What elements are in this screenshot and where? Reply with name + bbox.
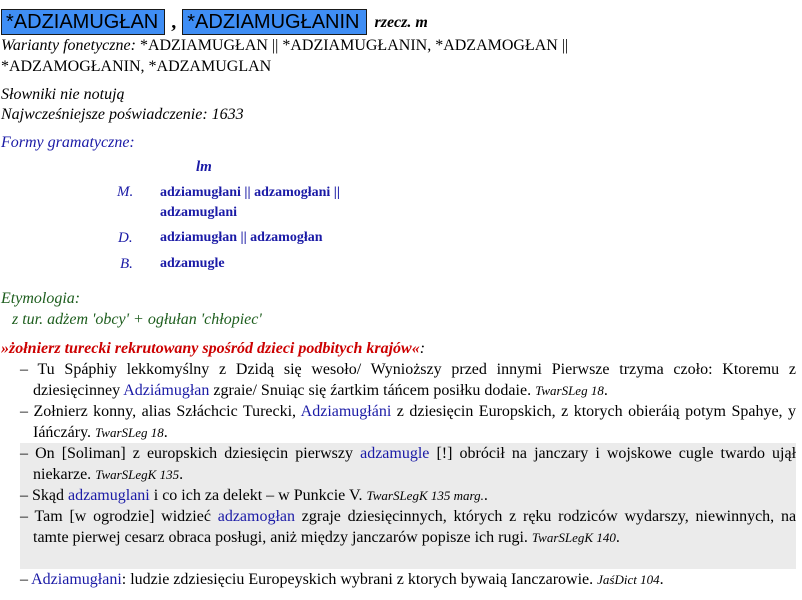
citation: – Skąd adzamuglani i co ich za delekt – w Punkcie V. TwarSLegK 135 marg.. — [20, 485, 796, 506]
citation-source: TwarSLegK 140 — [531, 530, 616, 545]
variants-line-1 — [1, 35, 568, 56]
citation-keyword: adzamugle — [360, 445, 430, 462]
citation-source: TwarSLeg 18 — [535, 383, 604, 398]
citation-source: TwarSLegK 135 marg. — [366, 488, 484, 503]
variants-label: Warianty fonetyczne: — [1, 37, 136, 54]
form-value: adziamugłan || adzamogłan — [160, 230, 323, 245]
form-value: adzamugle — [160, 256, 225, 271]
headword-button-2[interactable]: *ADZIAMUGŁANIN — [182, 9, 366, 35]
headword-row — [1, 9, 428, 35]
case-label: B. — [120, 256, 133, 272]
definition-colon: : — [419, 340, 426, 357]
citation: – Tam [w ogrodzie] widzieć adzamogłan zgraje dziesięcinnych, których z ręku rodziców wydarszy, niewinnych, na tamte pierwej cesarz obraca posługi, aniż między janczarów popisze ich rugi. TwarSLegK 140. — [20, 506, 796, 569]
citation-keyword: Adziamugłáni — [300, 403, 392, 420]
form-value: adziamugłani || adzamogłani || — [160, 185, 340, 200]
earliest-attestation: Najwcześniejsze poświadczenie: 1633 — [1, 106, 244, 123]
citation-keyword: Adziamugłani — [31, 571, 122, 588]
number-header: lm — [196, 159, 212, 175]
etymology-label: Etymologia: — [1, 290, 81, 307]
citation-source: TwarSLegK 135 — [95, 467, 180, 482]
definition-text: »żołnierz turecki rekrutowany spośród dzieci podbitych krajów« — [1, 340, 420, 357]
form-value: adzamuglani — [160, 205, 238, 220]
citation: – Zołnierz konny, alias Szłáchcic Turecki, Adziamugłáni z dziesięcin Europskich, z ktorych obieráią potym Spahye, y Iáńczáry. TwarSLeg 18. — [20, 403, 797, 441]
citation-keyword: adzamogłan — [217, 508, 296, 525]
citation: – On [Soliman] z europskich dziesięcin pierwszy adzamugle [!] obrócił na janczary i wojskowe cugle twardo ujął niekarze. TwarSLegK 135. — [20, 445, 797, 483]
dictionaries-note: Słowniki nie notują — [1, 86, 125, 103]
variants-values-1: *ADZIAMUGŁAN || *ADZIAMUGŁANIN, *ADZAMOGŁAN || — [139, 37, 569, 54]
citation-keyword: adzamuglani — [68, 487, 150, 504]
case-label: M. — [117, 184, 134, 200]
citation-source: JaśDict 104 — [597, 572, 660, 587]
variants-values-2: *ADZAMOGŁANIN, *ADZAMUGLAN — [1, 58, 272, 75]
definition — [1, 338, 425, 359]
citation-source: TwarSLeg 18 — [95, 425, 164, 440]
citation: – Tu Spáphiy lekkomyślny z Dzidą się wesoło/ Wynioższy przed innymi Pierwsze trzyma czoło: Ktoremu z dziesięcinney Adziámugłan zgraie/ Snuiąc się źartkim táńcem posiłku dodaie. TwarSLeg 18. — [20, 361, 796, 399]
etymology-text: z tur. adżem 'obcy' + ogłułan 'chłopiec' — [12, 311, 262, 328]
part-of-speech: rzecz. m — [374, 14, 428, 31]
forms-label: Formy gramatyczne: — [1, 134, 135, 151]
headword-separator: , — [171, 11, 177, 33]
case-label: D. — [118, 230, 133, 246]
citation-keyword: Adziámugłan — [123, 382, 210, 399]
citation: – Adziamugłani: ludzie zdziesięciu Europeyskich wybrani z ktorych bywaią Ianczarowie. JaśDict 104. — [20, 571, 664, 588]
headword-button-1[interactable]: *ADZIAMUGŁAN — [1, 9, 165, 35]
